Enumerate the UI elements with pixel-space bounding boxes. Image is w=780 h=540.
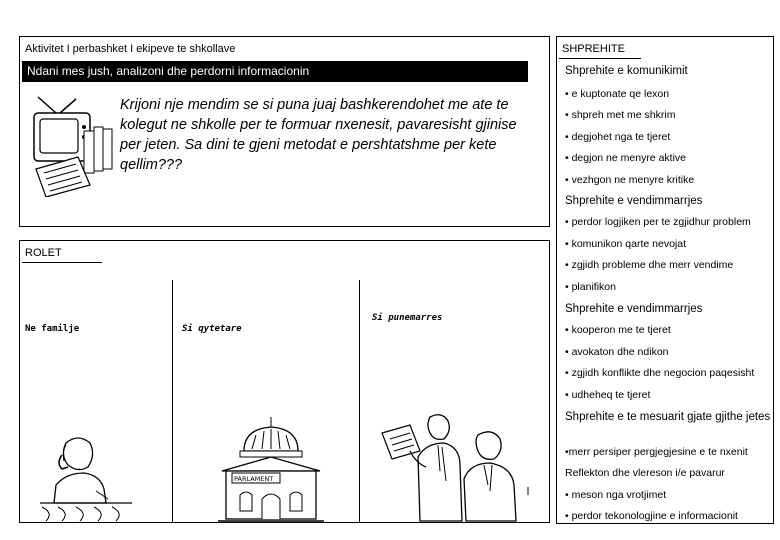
skill-item: • degjohet nga te tjeret (565, 131, 671, 143)
parliament-building-icon (216, 415, 326, 523)
skill-heading: Shprehite e vendimmarrjes (565, 303, 703, 315)
skill-item: • perdor tekonologjine e informacionit (565, 510, 738, 522)
skill-item: • planifikon (565, 281, 616, 293)
skill-heading: Shprehite e vendimmarrjes (565, 195, 703, 207)
skill-item: • avokaton dhe ndikon (565, 346, 669, 358)
skill-item: • vezhgon ne menyre kritike (565, 174, 695, 186)
activity-title: Aktivitet I perbashket I ekipeve te shkollave (25, 43, 236, 55)
media-illustration-icon (28, 93, 118, 197)
role-label-employee: Si punemarres (372, 313, 443, 323)
roles-panel (19, 240, 550, 523)
roles-title: ROLET (25, 247, 62, 259)
activity-banner: Ndani mes jush, analizoni dhe perdorni informacionin (22, 61, 528, 82)
skill-item: • e kuptonate qe lexon (565, 88, 670, 100)
skills-panel (556, 36, 774, 524)
skill-item: • kooperon me te tjeret (565, 324, 671, 336)
parliament-sign: PARLAMENT (234, 475, 274, 483)
column-divider (359, 280, 360, 522)
skill-item: • degjon ne menyre aktive (565, 152, 686, 164)
skill-item: Reflekton dhe vlereson i/e pavarur (565, 467, 725, 479)
skills-title: SHPREHITE (562, 43, 625, 55)
woman-on-phone-icon (36, 433, 136, 523)
skill-item: • zgjidh konflikte dhe negocion paqesisht (565, 367, 755, 379)
skills-title-underline (559, 58, 641, 59)
skill-item: • udheheq te tjeret (565, 389, 651, 401)
skill-item: • meson nga vrotjimet (565, 489, 667, 501)
activity-panel (19, 36, 550, 227)
skill-item: • komunikon qarte nevojat (565, 238, 686, 250)
role-label-family: Ne familje (25, 324, 80, 334)
skill-heading: Shprehite e te mesuarit gjate gjithe jetes (565, 411, 771, 423)
skill-item: •merr persiper pergjegjesine e te nxenit (565, 446, 748, 458)
skill-item: • zgjidh probleme dhe merr vendime (565, 259, 734, 271)
skill-item: • perdor logjiken per te zgjidhur problem (565, 216, 751, 228)
roles-title-underline (22, 262, 102, 263)
activity-prompt: Krijoni nje mendim se si puna juaj bashkerendohet me ate te kolegut ne shkolle per te formuar nxenesit, pavaresisht gjinise per jeten. Sa dini te gjeni metodat e pershtatshme per kete qellim??? (120, 97, 517, 173)
skill-heading: Shprehite e komunikimit (565, 65, 688, 77)
businessmen-icon (380, 411, 530, 523)
column-divider (172, 280, 173, 522)
role-label-citizen: Si qytetare (182, 324, 242, 334)
skill-item: • shpreh met me shkrim (565, 109, 676, 121)
